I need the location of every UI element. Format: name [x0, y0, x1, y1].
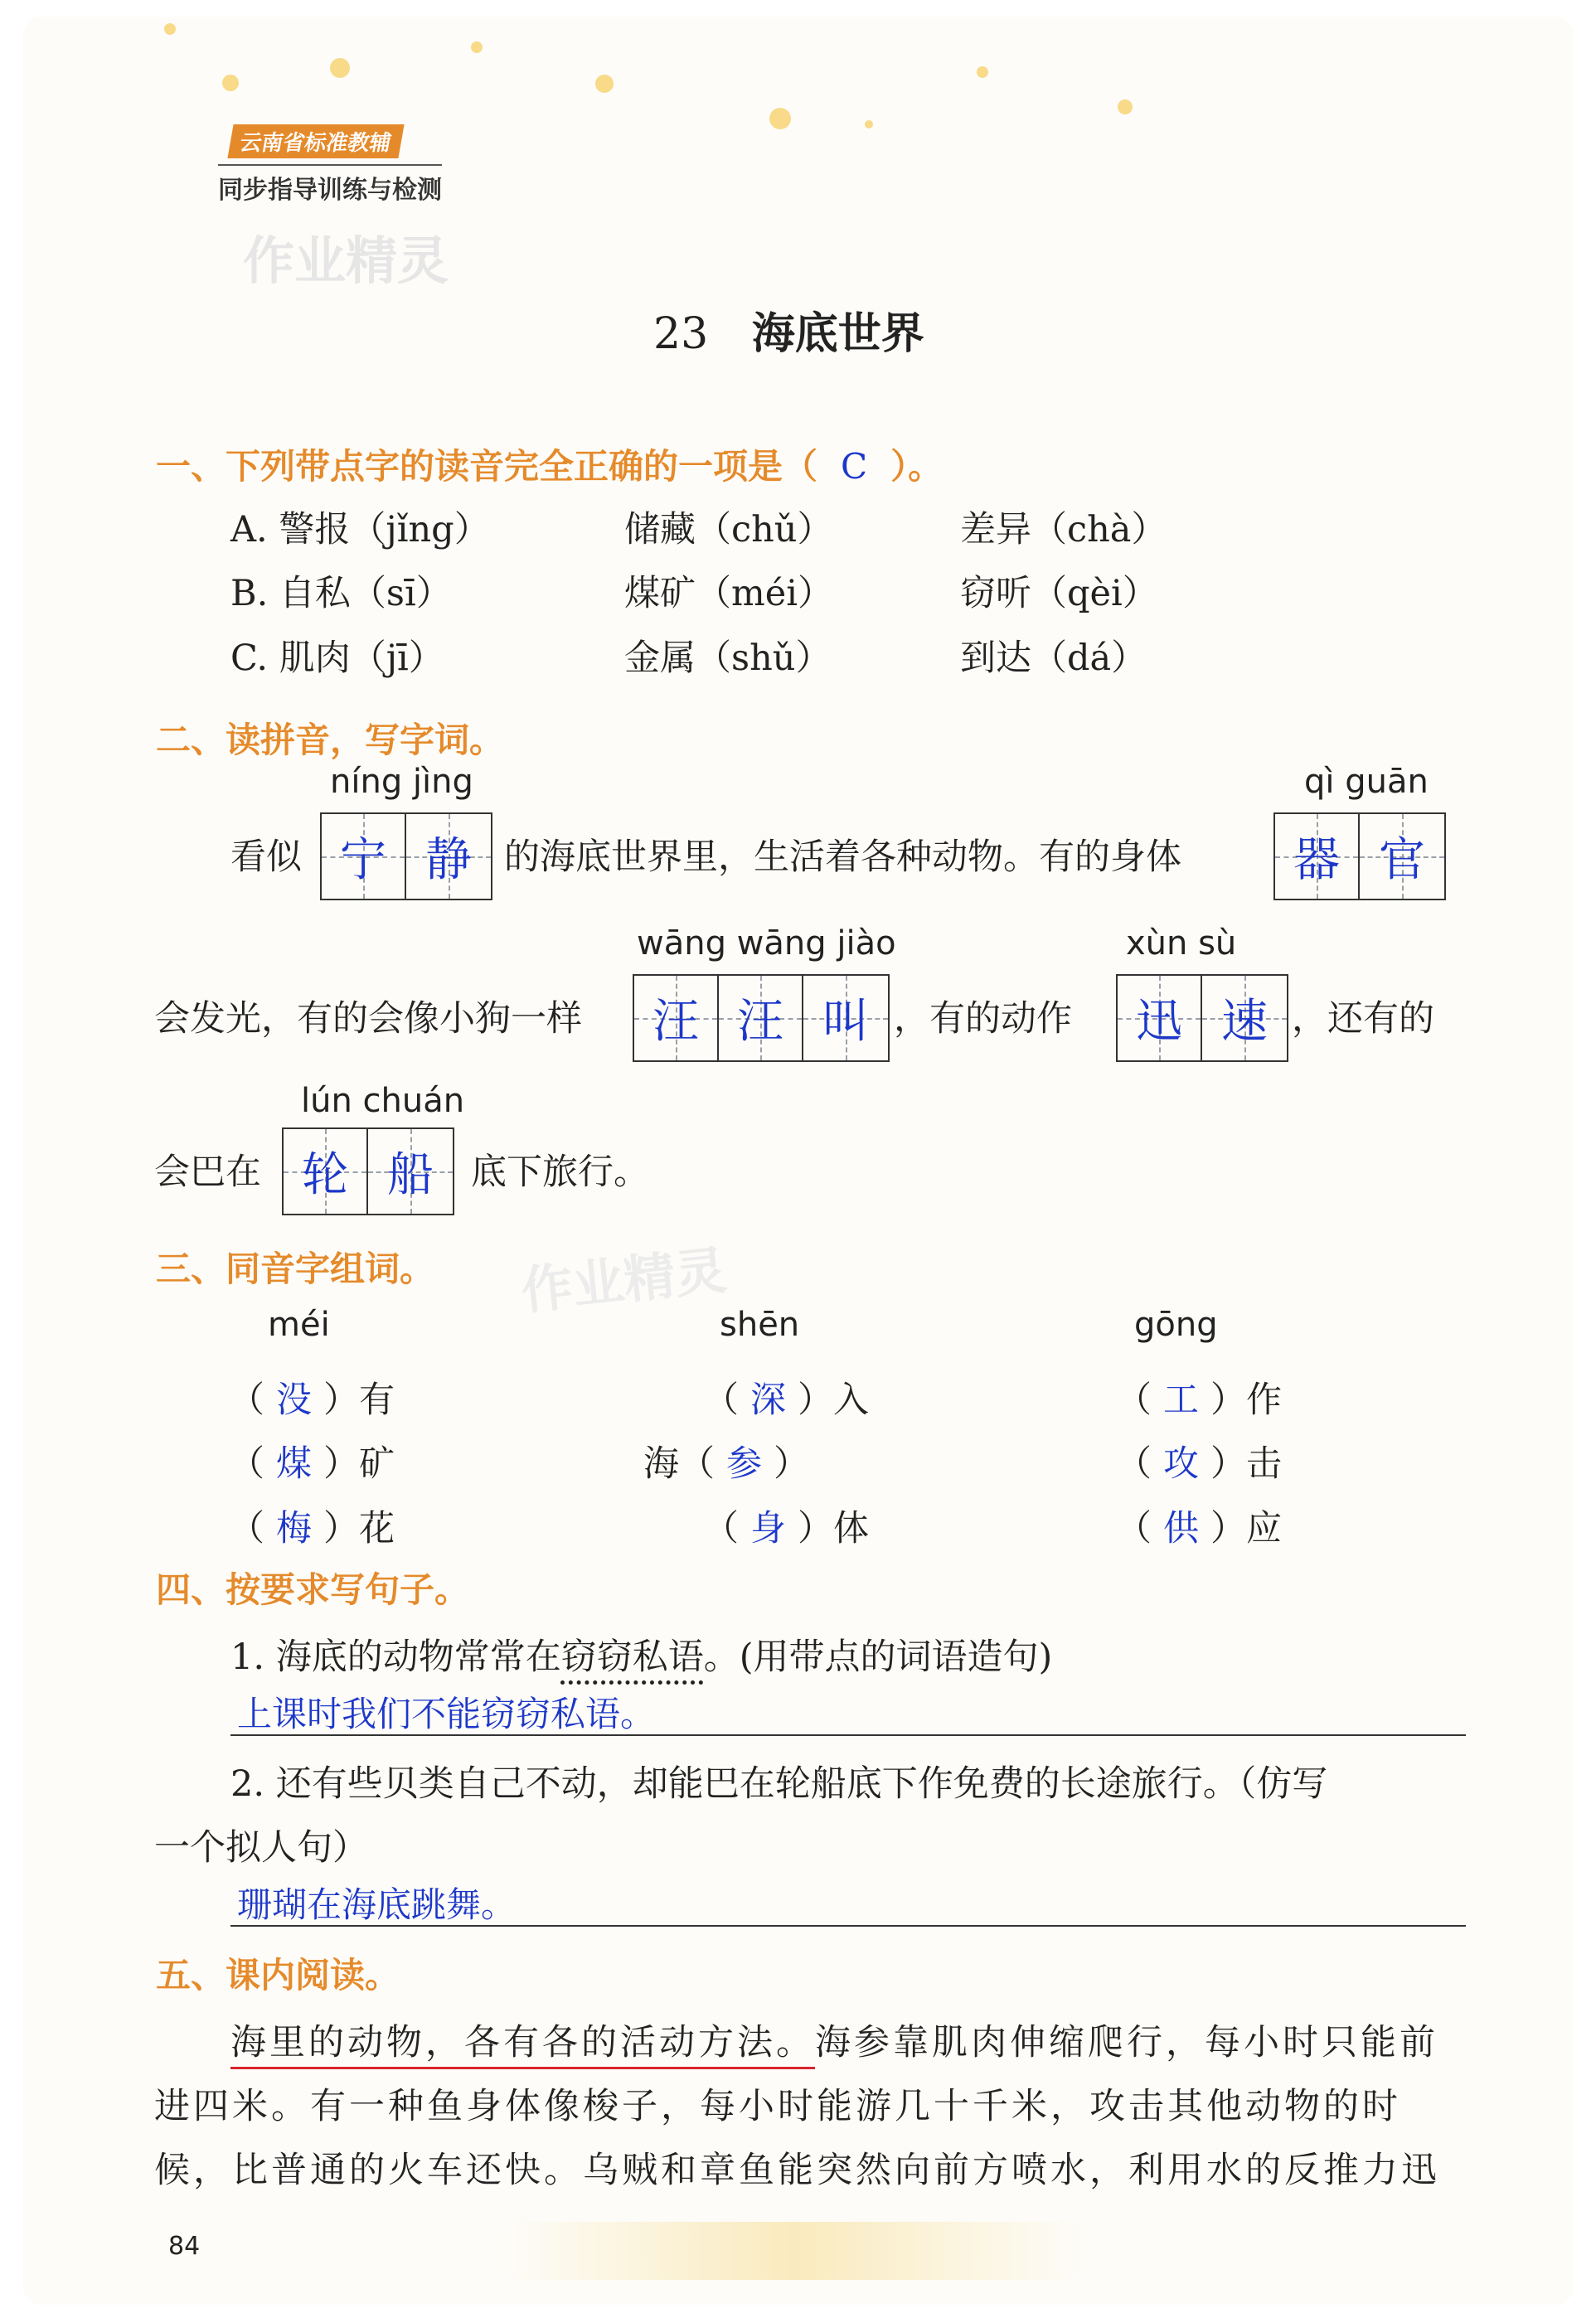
homophone-mei-3: （ 梅 ）花 — [229, 1508, 395, 1549]
option-a-3: 差异（chà） — [960, 509, 1167, 550]
option-c-2: 金属（shǔ） — [624, 638, 832, 679]
dotted-word: 窃窃私语 — [560, 1637, 704, 1678]
option-c-3: 到达（dá） — [960, 638, 1147, 679]
homophone-mei-1: （ 没 ）有 — [229, 1380, 395, 1421]
text-line2c: ，还有的 — [1292, 998, 1434, 1040]
homophone-shen-2: 海（ 参 ） — [643, 1443, 809, 1485]
sparkle-decoration — [977, 66, 988, 78]
section-3-heading: 三、同音字组词。 — [156, 1249, 435, 1289]
pinyin-mei: méi — [268, 1306, 330, 1344]
key-sentence: 海里的动物，各有各的活动方法。 — [230, 2022, 815, 2069]
sparkle-decoration — [595, 75, 614, 93]
answer-4-2: 珊瑚在海底跳舞。 — [237, 1884, 517, 1925]
option-b-2: 煤矿（méi） — [624, 573, 833, 614]
sparkle-decoration — [222, 75, 239, 91]
pinyin-lunchuan: lún chuán — [301, 1082, 465, 1120]
book-subtitle: 同步指导训练与检测 — [218, 164, 442, 206]
question-4-1: 1. 海底的动物常常在窃窃私语。(用带点的词语造句) — [230, 1637, 1053, 1678]
option-c-1: C. 肌肉（jī） — [230, 638, 444, 679]
section-5-heading: 五、课内阅读。 — [156, 1955, 400, 1995]
brand-logo: 云南省标准教辅 — [227, 124, 404, 158]
lesson-name: 海底世界 — [751, 309, 924, 359]
homophone-gong-2: （ 攻 ）击 — [1116, 1443, 1282, 1485]
reading-line-3: 候，比普通的火车还快。乌贼和章鱼能突然向前方喷水，利用水的反推力迅 — [154, 2150, 1440, 2191]
section-1-heading: 一、下列带点字的读音完全正确的一项是（ C ）。 — [156, 446, 944, 487]
answer-line — [230, 1925, 1466, 1927]
sparkle-decoration — [471, 41, 483, 53]
page-number: 84 — [168, 2232, 201, 2261]
option-b-1: B. 自私（sī） — [230, 573, 452, 614]
pinyin-ningjing: níng jìng — [330, 763, 473, 801]
text-kansi: 看似 — [230, 836, 302, 878]
watermark: 作业精灵 — [518, 1239, 730, 1321]
sparkle-decoration — [164, 23, 176, 35]
text-line3b: 底下旅行。 — [471, 1152, 649, 1193]
homophone-gong-3: （ 供 ）应 — [1116, 1508, 1282, 1549]
option-a-2: 储藏（chǔ） — [624, 509, 833, 550]
pinyin-xunsu: xùn sù — [1126, 924, 1237, 963]
answer-boxes-ningjing: 宁 静 — [320, 812, 492, 900]
text-line3a: 会巴在 — [154, 1152, 261, 1193]
pinyin-gong: gōng — [1134, 1306, 1218, 1344]
answer-boxes-wangwangjiao: 汪 汪 叫 — [633, 974, 890, 1062]
text-line1: 的海底世界里，生活着各种动物。有的身体 — [504, 836, 1181, 878]
sparkle-decoration — [769, 108, 791, 129]
text-line2a: 会发光，有的会像小狗一样 — [154, 998, 582, 1040]
sparkle-decoration — [330, 58, 350, 78]
lesson-number: 23 — [653, 309, 709, 359]
answer-boxes-lunchuan: 轮 船 — [282, 1127, 454, 1215]
homophone-gong-1: （ 工 ）作 — [1116, 1380, 1282, 1421]
question-4-2-line1: 2. 还有些贝类自己不动，却能巴在轮船底下作免费的长途旅行。（仿写 — [230, 1763, 1328, 1805]
text-line2b: ，有的动作 — [894, 998, 1072, 1040]
answer-boxes-qiguan: 器 官 — [1273, 812, 1446, 900]
reading-line-2: 进四米。有一种鱼身体像梭子，每小时能游几十千米，攻击其他动物的时 — [154, 2086, 1401, 2127]
pinyin-shen: shēn — [720, 1306, 800, 1344]
sparkle-decoration — [865, 120, 873, 128]
reading-line-1: 海里的动物，各有各的活动方法。海参靠肌肉伸缩爬行，每小时只能前 — [230, 2015, 1438, 2065]
pinyin-qiguan: qì guān — [1304, 763, 1429, 801]
pinyin-wangwangjiao: wāng wāng jiào — [637, 924, 896, 963]
footer-decoration — [504, 2222, 1084, 2280]
lesson-title — [653, 298, 924, 361]
section-1-answer: C — [841, 446, 868, 487]
answer-boxes-xunsu: 迅 速 — [1116, 974, 1288, 1062]
option-a-1: A. 警报（jǐng） — [230, 509, 490, 550]
homophone-shen-1: （ 深 ）入 — [703, 1380, 869, 1421]
homophone-shen-3: （ 身 ）体 — [703, 1508, 869, 1549]
section-4-heading: 四、按要求写句子。 — [156, 1569, 470, 1610]
homophone-mei-2: （ 煤 ）矿 — [229, 1443, 395, 1485]
option-b-3: 窃听（qèi） — [960, 573, 1158, 614]
answer-line — [230, 1734, 1466, 1736]
watermark: 作业精灵 — [243, 230, 449, 291]
workbook-page — [23, 17, 1574, 2305]
section-2-heading: 二、读拼音，写字词。 — [156, 720, 505, 760]
answer-4-1: 上课时我们不能窃窃私语。 — [237, 1694, 656, 1734]
sparkle-decoration — [1118, 99, 1133, 114]
question-4-2-line2: 一个拟人句） — [154, 1827, 368, 1869]
